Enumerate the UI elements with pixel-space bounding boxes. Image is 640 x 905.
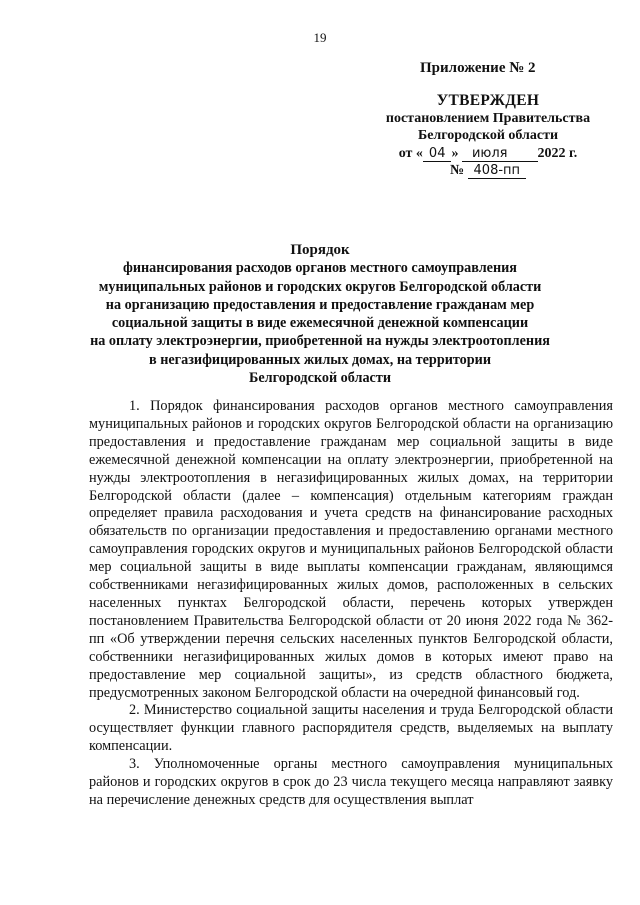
paragraph-1: 1. Порядок финансирования расходов органов местного самоуправления муниципальных районов и городских округов Белгородской области на организацию предоставления и предоставление гражданам мер социальной защиты в виде ежемесячной денежной компенсации на оплату электроэнергии, приобретенной на нужды электроотопления в негазифицированных жилых домах, на территории Белгородской области (далее – компенсация) отдельным категориям граждан определяет правила расходования и учета средств на финансирование расходных обязательств по организации предоставления и предоставлению органами местного самоуправления городских округов и муниципальных районов Белгородской области мер социальной защиты в виде выплаты компенсации гражданам, являющимся собственниками негазифицированных жилых домов, расположенных в сельских населенных пунктах Белгородской области, перечень которых утвержден постановлением Правительства Белгородской области от 20 июня 2022 года № 362-пп «Об утверждении перечня сельских населенных пунктов Белгородской области, собственники негазифицированных жилых домов в которых имеют право на предоставление мер социальной защиты», из средств областного бюджета, предусмотренных законом Белгородской области на очередной финансовый год.	[89, 398, 613, 701]
appendix-label: Приложение № 2	[420, 60, 536, 76]
date-month: июля	[462, 146, 538, 162]
document-title	[40, 241, 600, 387]
date-prefix: от «	[398, 145, 423, 161]
approval-number	[372, 162, 604, 180]
approval-block	[372, 92, 604, 180]
page-number: 19	[313, 30, 327, 45]
approved-heading: УТВЕРЖДЕН	[436, 92, 540, 109]
title-line: социальной защиты в виде ежемесячной денежной компенсации	[111, 315, 529, 332]
date-year: 2022 г.	[537, 145, 578, 161]
paragraph-2: 2. Министерство социальной защиты населения и труда Белгородской области осуществляет функции главного распорядителя средств, выделяемых на выплату компенсации.	[89, 702, 613, 755]
title-line: Белгородской области	[249, 370, 391, 387]
title-line: финансирования расходов органов местного самоуправления	[123, 260, 517, 277]
approval-line-1: постановлением Правительства	[385, 110, 591, 126]
date-mid: »	[451, 145, 459, 161]
document-body	[89, 398, 613, 810]
number-value: 408-пп	[468, 163, 527, 179]
title-line: на организацию предоставления и предоставление гражданам мер	[105, 296, 535, 313]
title-line: в негазифицированных жилых домах, на территории	[148, 351, 492, 368]
title-line: муниципальных районов и городских округов Белгородской области	[98, 278, 542, 295]
title-line: Порядок	[290, 242, 350, 258]
number-prefix: №	[449, 163, 465, 178]
approval-date	[372, 145, 604, 163]
title-line: на оплату электроэнергии, приобретенной на нужды электроотопления	[90, 333, 550, 350]
approval-line-2: Белгородской области	[417, 128, 559, 143]
paragraph-3: 3. Уполномоченные органы местного самоуправления муниципальных районов и городских округов в срок до 23 числа текущего месяца направляют заявку на перечисление денежных средств для осуществления выплат	[89, 756, 613, 808]
date-day: 04	[423, 146, 452, 162]
